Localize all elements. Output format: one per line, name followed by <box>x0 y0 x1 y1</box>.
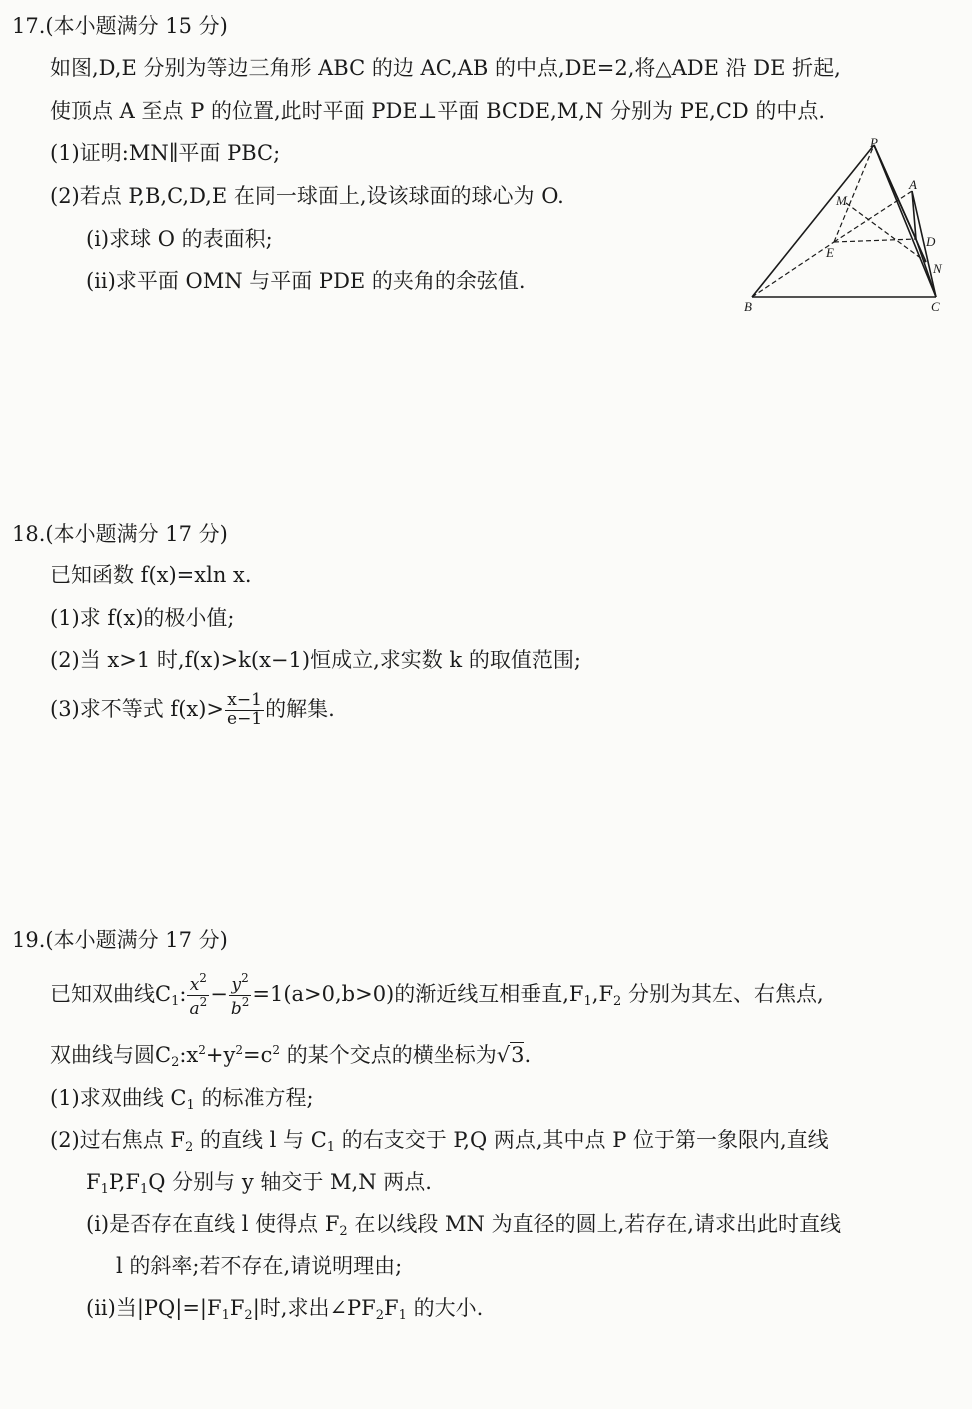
q19-header: 19.(本小题满分 17 分) <box>12 928 228 952</box>
q19-p2-a: (2)过右焦点 F <box>50 1128 185 1152</box>
q19-l1-minus: − <box>210 981 228 1006</box>
q19-frac1-den <box>187 996 209 1019</box>
q19-p1-b: 的标准方程; <box>194 1086 314 1110</box>
q19-l1-b-sub: 1 <box>583 993 592 1009</box>
q17-part2-i: (i)求球 O 的表面积; <box>86 227 273 251</box>
fig-label-m: M <box>836 193 847 208</box>
q19-ii-sub1: 1 <box>221 1308 230 1323</box>
q18-part3 <box>50 692 335 729</box>
q19-i-b: 在以线段 MN 为直径的圆上,若存在,请求出此时直线 <box>347 1212 841 1236</box>
q18-fraction-denominator: e−1 <box>227 708 263 729</box>
q19-l2-c-sup: 2 <box>235 1043 244 1057</box>
q19-frac2-num-sup: 2 <box>241 971 249 985</box>
q19-ii-e: 的大小. <box>406 1296 484 1320</box>
q19-l2-a-sub: 2 <box>171 1055 180 1070</box>
q18-fraction-numerator: x−1 <box>225 692 264 711</box>
q19-p2-sub2: 2 <box>185 1140 194 1155</box>
q19-l2-f: . <box>524 1043 532 1067</box>
q17-geometry-figure <box>740 135 960 315</box>
q19-part2-line2 <box>86 1170 432 1198</box>
q19-l1-d: 分别为其左、右焦点, <box>621 981 824 1006</box>
q19-l1-colon: : <box>179 981 187 1006</box>
q19-frac2-den <box>229 996 252 1019</box>
q18-part1: (1)求 f(x)的极小值; <box>50 606 235 630</box>
q19-p2-b: 的直线 l 与 C <box>193 1128 327 1152</box>
q17-part1: (1)证明:MN∥平面 PBC; <box>50 141 281 165</box>
q19-p2-sub1: 1 <box>326 1140 336 1155</box>
q19-l2-d: =c <box>243 1043 273 1067</box>
q19-l2-c: +y <box>205 1043 236 1067</box>
q17-line2: 使顶点 A 至点 P 的位置,此时平面 PDE⊥平面 BCDE,M,N 分别为 PE,CD 的中点. <box>50 99 826 123</box>
q19-frac2-den-var: b <box>230 998 242 1019</box>
q19-part2-ii <box>86 1296 483 1324</box>
q19-ii-c: |时,求出∠PF <box>252 1296 376 1320</box>
fig-label-p: P <box>870 135 878 150</box>
q19-p2l2-b: P,F <box>108 1170 140 1194</box>
q19-l1-b: =1(a>0,b>0)的渐近线互相垂直,F <box>252 981 584 1006</box>
q19-ii-sub3: 2 <box>375 1308 385 1323</box>
q19-line1 <box>50 972 824 1019</box>
q19-l2-sqrt: 3 <box>511 1043 525 1067</box>
q18-fraction <box>225 692 264 729</box>
q19-ii-sub2: 2 <box>244 1308 253 1323</box>
q19-frac1-den-sup: 2 <box>199 994 208 1009</box>
fig-label-n: N <box>933 261 942 276</box>
q19-l2-d-sup: 2 <box>272 1043 281 1057</box>
q19-frac1-num <box>187 972 209 996</box>
q19-frac2-num <box>229 972 252 996</box>
q19-ii-d: F <box>384 1296 399 1320</box>
q17-header: 17.(本小题满分 15 分) <box>12 14 228 38</box>
fig-label-a: A <box>909 177 917 192</box>
q19-frac1-den-var: a <box>189 998 200 1019</box>
fig-label-c: C <box>931 299 940 314</box>
q19-p2l2-c: Q 分别与 y 轴交于 M,N 两点. <box>148 1170 432 1194</box>
q19-l1-a: 已知双曲线C <box>50 981 172 1006</box>
q19-l1-c: ,F <box>591 981 614 1006</box>
q19-l1-c-sub: 2 <box>613 993 622 1009</box>
q19-ii-b: F <box>229 1296 245 1320</box>
q19-part2-i <box>86 1212 841 1240</box>
fig-label-e: E <box>826 245 834 260</box>
q18-part3-post: 的解集. <box>265 696 335 721</box>
q19-frac-y2-b2 <box>229 972 252 1019</box>
q19-frac1-num-sup: 2 <box>199 971 207 985</box>
q19-p1-sub: 1 <box>186 1098 195 1113</box>
q19-p2l2-sub1: 1 <box>100 1182 109 1197</box>
q19-p2l2-a: F <box>86 1170 101 1194</box>
q19-i-sub: 2 <box>339 1224 348 1239</box>
q18-part3-pre: (3)求不等式 f(x)> <box>50 696 225 721</box>
q19-part1 <box>50 1086 314 1114</box>
q19-frac2-num-var: y <box>231 975 242 995</box>
q19-i-a: (i)是否存在直线 l 使得点 F <box>86 1212 340 1236</box>
q19-part2-i-line2: l 的斜率;若不存在,请说明理由; <box>116 1254 403 1278</box>
q19-frac-x2-a2 <box>187 972 209 1019</box>
q19-l2-b: :x <box>179 1043 199 1067</box>
q19-part2-line1 <box>50 1128 829 1156</box>
fig-label-b: B <box>744 299 752 314</box>
q19-line2 <box>50 1043 531 1071</box>
q19-frac1-num-var: x <box>189 975 200 995</box>
fig-label-d: D <box>926 234 936 249</box>
q19-p1-a: (1)求双曲线 C <box>50 1086 187 1110</box>
q19-p2l2-sub2: 1 <box>139 1182 149 1197</box>
q17-part2-ii: (ii)求平面 OMN 与平面 PDE 的夹角的余弦值. <box>86 269 526 293</box>
q19-ii-sub4: 1 <box>398 1308 407 1323</box>
q17-part2: (2)若点 P,B,C,D,E 在同一球面上,设该球面的球心为 O. <box>50 184 564 208</box>
q19-l1-a-sub: 1 <box>171 993 180 1009</box>
q18-line1: 已知函数 f(x)=xln x. <box>50 563 252 587</box>
q19-p2-c: 的右支交于 P,Q 两点,其中点 P 位于第一象限内,直线 <box>335 1128 829 1152</box>
q19-frac2-den-sup: 2 <box>241 994 250 1009</box>
q19-l2-a: 双曲线与圆C <box>50 1043 172 1067</box>
q19-ii-a: (ii)当|PQ|=|F <box>86 1296 222 1320</box>
q17-line1: 如图,D,E 分别为等边三角形 ABC 的边 AC,AB 的中点,DE=2,将△ADE 沿 DE 折起, <box>50 56 841 80</box>
q19-l2-e: 的某个交点的横坐标为√ <box>280 1043 511 1067</box>
q18-header: 18.(本小题满分 17 分) <box>12 522 228 546</box>
q19-l2-b-sup: 2 <box>198 1043 206 1057</box>
q18-part2: (2)当 x>1 时,f(x)>k(x−1)恒成立,求实数 k 的取值范围; <box>50 648 581 672</box>
